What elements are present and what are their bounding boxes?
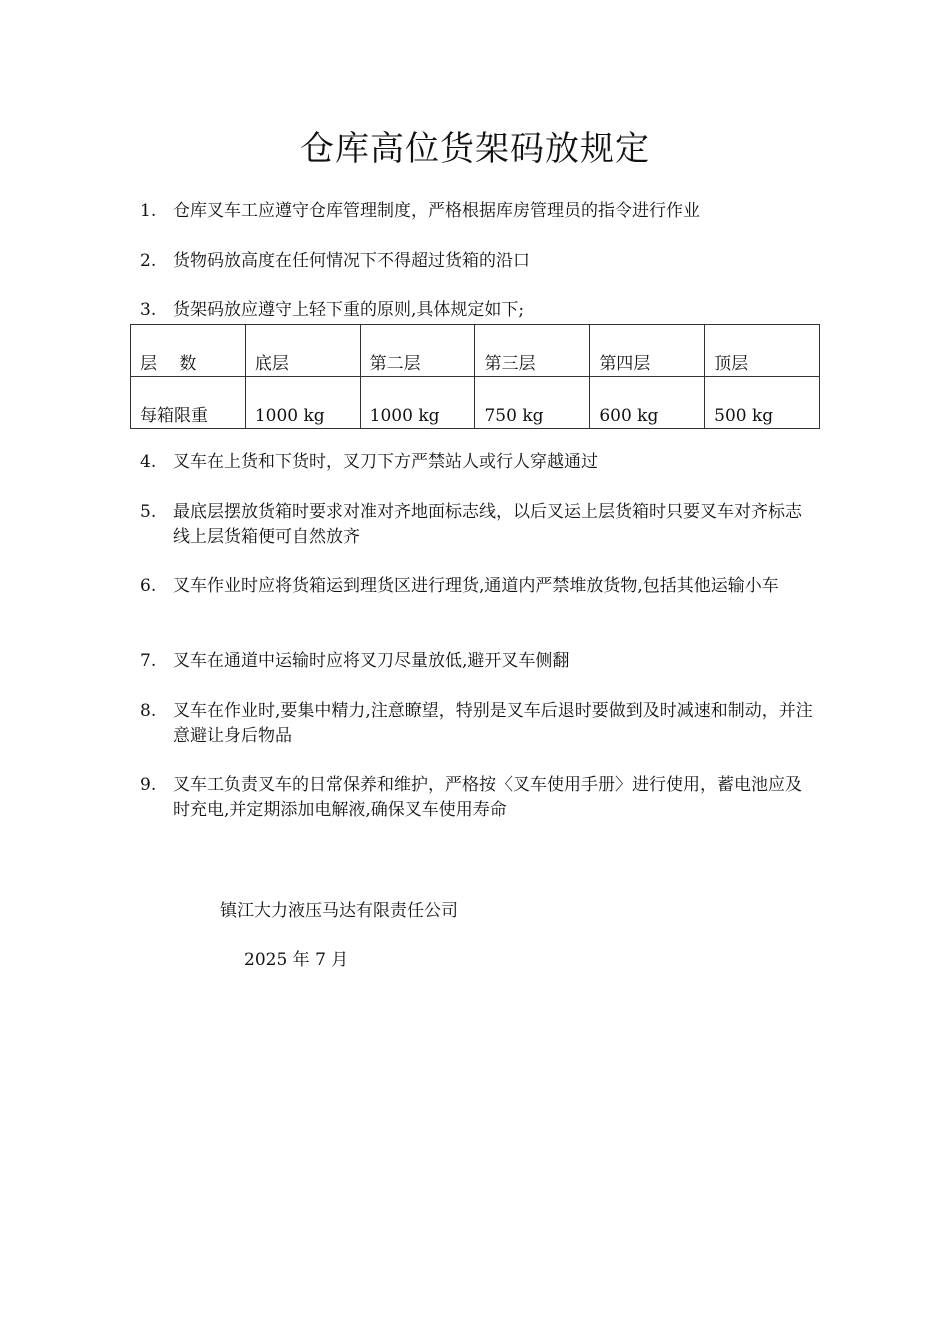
list-item-number: 6. bbox=[140, 576, 157, 596]
weight-limit-table bbox=[130, 324, 820, 429]
list-item-text: 叉车作业时应将货箱运到理货区进行理货,通道内严禁堆放货物,包括其他运输小车 bbox=[173, 576, 779, 596]
table-cell: 顶层 bbox=[705, 325, 820, 377]
list-item-number: 8. bbox=[140, 701, 157, 721]
table-row bbox=[131, 377, 820, 429]
table-cell: 层 数 bbox=[131, 325, 246, 377]
document-title: 仓库高位货架码放规定 bbox=[300, 129, 650, 169]
list-item-text: 最底层摆放货箱时要求对准对齐地面标志线，以后叉运上层货箱时只要叉车对齐标志线上层货箱便可自然放齐 bbox=[173, 502, 802, 547]
table-cell: 第二层 bbox=[360, 325, 475, 377]
table-cell: 第三层 bbox=[475, 325, 590, 377]
list-item-text: 叉车工负责叉车的日常保养和维护，严格按〈叉车使用手册〉进行使用，蓄电池应及时充电,并定期添加电解液,确保叉车使用寿命 bbox=[173, 775, 802, 820]
table-cell: 1000 kg bbox=[360, 377, 475, 429]
list-item-text: 叉车在作业时,要集中精力,注意瞭望，特别是叉车后退时要做到及时减速和制动，并注意避让身后物品 bbox=[173, 701, 813, 746]
list-item-number: 3. bbox=[140, 300, 157, 320]
list-item-text: 叉车在通道中运输时应将叉刀尽量放低,避开叉车侧翻 bbox=[173, 651, 570, 671]
list-item-text: 仓库叉车工应遵守仓库管理制度，严格根据库房管理员的指令进行作业 bbox=[173, 201, 700, 221]
list-item-text: 货物码放高度在任何情况下不得超过货箱的沿口 bbox=[173, 251, 530, 271]
company-name: 镇江大力液压马达有限责任公司 bbox=[220, 901, 458, 921]
table-cell: 底层 bbox=[245, 325, 360, 377]
table-cell: 750 kg bbox=[475, 377, 590, 429]
table-cell: 1000 kg bbox=[245, 377, 360, 429]
list-item-text: 叉车在上货和下货时，叉刀下方严禁站人或行人穿越通过 bbox=[173, 452, 598, 472]
table-cell: 第四层 bbox=[590, 325, 705, 377]
list-item-number: 1. bbox=[140, 201, 157, 221]
list-item-text: 货架码放应遵守上轻下重的原则,具体规定如下; bbox=[173, 300, 525, 320]
list-item-number: 4. bbox=[140, 452, 157, 472]
list-item-number: 7. bbox=[140, 651, 157, 671]
table-cell: 500 kg bbox=[705, 377, 820, 429]
list-item-number: 2. bbox=[140, 251, 157, 271]
table-cell: 每箱限重 bbox=[131, 377, 246, 429]
table-cell: 600 kg bbox=[590, 377, 705, 429]
list-item-number: 5. bbox=[140, 502, 157, 522]
table-header-row bbox=[131, 325, 820, 377]
list-item-number: 9. bbox=[140, 775, 157, 795]
document-date: 2025 年 7 月 bbox=[244, 950, 349, 970]
